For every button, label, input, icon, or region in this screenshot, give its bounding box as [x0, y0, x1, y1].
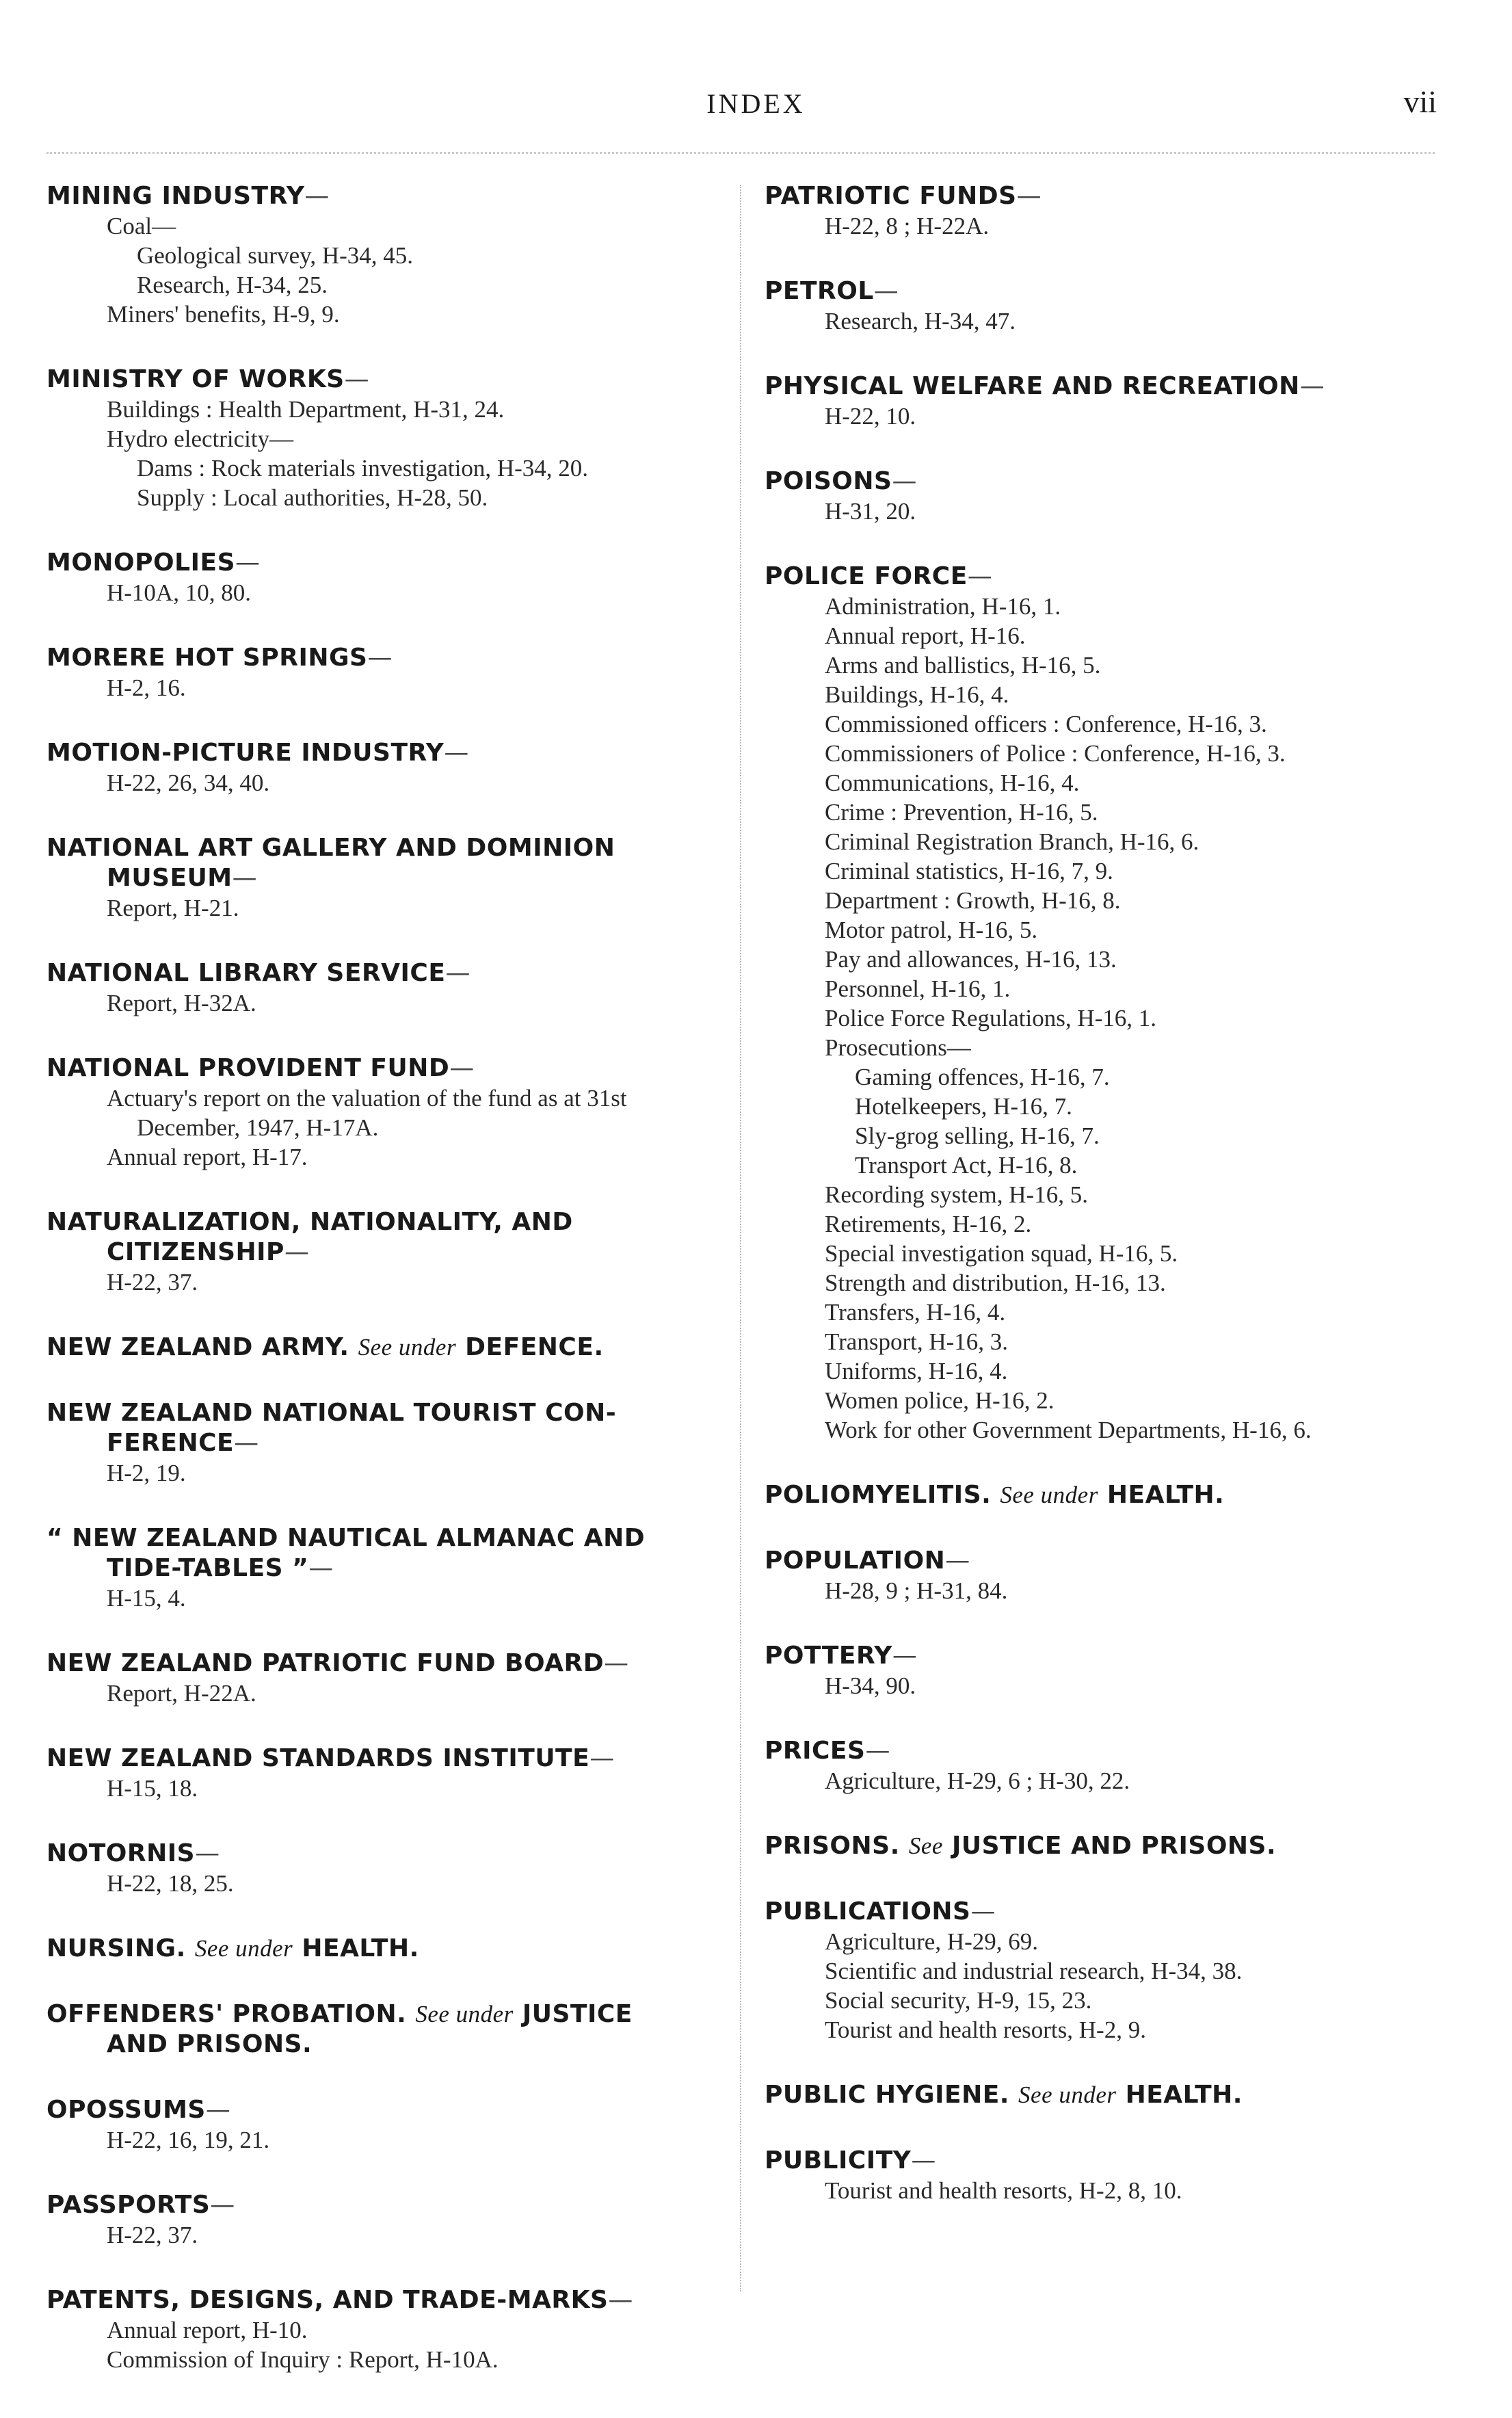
entry-heading-continuation	[47, 2029, 720, 2060]
entry-heading-text: “ NEW ZEALAND NAUTICAL ALMANAC AND	[47, 1524, 646, 1552]
entry-heading	[765, 371, 1438, 402]
index-entry	[47, 1053, 720, 1172]
subentry: Buildings : Health Department, H-31, 24.	[107, 396, 505, 423]
index-entry	[765, 1736, 1438, 1796]
subentry: Dams : Rock materials investigation, H-34, 20.	[137, 455, 589, 482]
dash-mark: —	[911, 2146, 936, 2174]
entry-heading-text: OPOSSUMS	[47, 2096, 206, 2124]
column-divider	[740, 185, 741, 2291]
entry-heading	[47, 833, 720, 893]
entry-heading-text: PUBLICITY	[765, 2146, 912, 2174]
subentry: H-2, 19.	[107, 1460, 186, 1486]
subentry: Gaming offences, H-16, 7.	[855, 1064, 1110, 1090]
subentry: Hydro electricity—	[107, 425, 294, 452]
entry-heading	[47, 548, 720, 578]
entry-heading-continuation-text: MUSEUM	[107, 864, 233, 892]
index-entry	[47, 1999, 720, 2060]
index-entry	[47, 1744, 720, 1803]
subentry: H-34, 90.	[825, 1672, 916, 1699]
entry-heading	[765, 2146, 1438, 2176]
index-column-left	[47, 181, 720, 2410]
dash-mark: —	[304, 182, 330, 210]
subentry: Communications, H-16, 4.	[825, 770, 1080, 796]
subentry: Scientific and industrial research, H-34, 38.	[825, 1958, 1243, 1984]
entry-heading-text: MINING INDUSTRY	[47, 182, 305, 210]
subentry: Annual report, H-17.	[107, 1144, 308, 1170]
entry-heading-text: PRISONS.	[765, 1832, 900, 1860]
entry-heading-text: POLICE FORCE	[765, 562, 968, 590]
dash-mark: —	[449, 1054, 475, 1082]
subentry: Agriculture, H-29, 69.	[825, 1928, 1039, 1955]
entry-heading-text: PATENTS, DESIGNS, AND TRADE-MARKS	[47, 2286, 609, 2314]
page-number: vii	[1403, 84, 1437, 119]
see-reference: See under	[1000, 1482, 1098, 1508]
subentry: H-22, 37.	[107, 2222, 198, 2248]
index-entry	[765, 562, 1438, 1445]
header-rule	[47, 152, 1435, 154]
entry-heading-text: NEW ZEALAND STANDARDS INSTITUTE	[47, 1744, 590, 1772]
entry-heading	[47, 365, 720, 395]
see-target: DEFENCE.	[465, 1333, 604, 1361]
subentry: H-22, 37.	[107, 1269, 198, 1296]
index-entry	[47, 1207, 720, 1297]
index-entry	[47, 2095, 720, 2155]
see-reference: See under	[358, 1334, 457, 1361]
index-entry	[47, 833, 720, 923]
subentry: Buildings, H-16, 4.	[825, 681, 1009, 708]
entry-heading	[47, 1934, 720, 1964]
entry-heading-text: POLIOMYELITIS.	[765, 1481, 992, 1509]
subentry: Geological survey, H-34, 45.	[137, 242, 414, 269]
subentry: H-22, 18, 25.	[107, 1870, 234, 1897]
entry-heading	[765, 1736, 1438, 1766]
subentry: Pay and allowances, H-16, 13.	[825, 946, 1117, 973]
subentry: Miners' benefits, H-9, 9.	[107, 301, 340, 328]
entry-heading	[765, 1480, 1438, 1510]
subentry: Supply : Local authorities, H-28, 50.	[137, 484, 488, 511]
subentry: Annual report, H-10.	[107, 2317, 308, 2343]
entry-heading-text: POISONS	[765, 467, 892, 495]
index-entry	[47, 1332, 720, 1363]
entry-heading-text: NOTORNIS	[47, 1839, 196, 1867]
subentry: Agriculture, H-29, 6 ; H-30, 22.	[825, 1767, 1130, 1794]
dash-mark: —	[444, 739, 469, 767]
entry-heading-text: POPULATION	[765, 1547, 946, 1575]
entry-heading-text: POTTERY	[765, 1642, 892, 1670]
subentry: Actuary's report on the valuation of the fund as at 31st December, 1947, H-17A.	[107, 1085, 627, 1141]
subentry: Coal—	[107, 213, 176, 239]
dash-mark: —	[367, 644, 393, 672]
entry-heading	[47, 643, 720, 673]
dash-mark: —	[284, 1238, 310, 1266]
subentry: H-22, 26, 34, 40.	[107, 770, 270, 796]
entry-heading-text: PHYSICAL WELFARE AND RECREATION	[765, 372, 1300, 400]
dash-mark: —	[205, 2096, 231, 2124]
entry-heading	[765, 1831, 1438, 1861]
subentry: Crime : Prevention, H-16, 5.	[825, 799, 1098, 826]
see-reference: See under	[194, 1935, 293, 1962]
dash-mark: —	[967, 562, 993, 590]
index-entry	[47, 1398, 720, 1488]
index-entry	[765, 181, 1438, 241]
entry-heading	[765, 181, 1438, 211]
subentry: Commissioners of Police : Conference, H-16, 3.	[825, 740, 1286, 767]
dash-mark: —	[589, 1744, 615, 1772]
subentry: Commissioned officers : Conference, H-16, 3.	[825, 711, 1267, 737]
subentry: Women police, H-16, 2.	[825, 1387, 1055, 1414]
subentry: Transfers, H-16, 4.	[825, 1299, 1006, 1326]
entry-heading	[47, 1398, 720, 1458]
subentry: Administration, H-16, 1.	[825, 593, 1061, 620]
entry-heading-text: PUBLIC HYGIENE.	[765, 2081, 1009, 2109]
subentry: H-10A, 10, 80.	[107, 579, 251, 606]
dash-mark: —	[232, 864, 258, 892]
entry-heading	[47, 738, 720, 768]
index-entry	[47, 2190, 720, 2250]
entry-heading-continuation-text: CITIZENSHIP	[107, 1238, 284, 1266]
entry-heading	[47, 958, 720, 988]
subentry: Arms and ballistics, H-16, 5.	[825, 652, 1101, 679]
entry-heading-text: NEW ZEALAND PATRIOTIC FUND BOARD	[47, 1649, 605, 1677]
subentry: H-28, 9 ; H-31, 84.	[825, 1577, 1008, 1604]
subentry: Prosecutions—	[825, 1034, 971, 1061]
entry-heading-continuation-text: FERENCE	[107, 1429, 235, 1457]
subentry: Retirements, H-16, 2.	[825, 1211, 1032, 1237]
subentry: H-15, 18.	[107, 1775, 198, 1802]
subentry: Recording system, H-16, 5.	[825, 1181, 1088, 1208]
subentry: Transport, H-16, 3.	[825, 1328, 1009, 1355]
entry-heading-text: MOTION-PICTURE INDUSTRY	[47, 739, 445, 767]
entry-heading-text: NEW ZEALAND ARMY.	[47, 1333, 349, 1361]
entry-heading-text: NATURALIZATION, NATIONALITY, AND	[47, 1208, 573, 1236]
entry-heading-text: PUBLICATIONS	[765, 1897, 971, 1926]
entry-heading-continuation	[47, 1553, 720, 1583]
subentry: H-22, 16, 19, 21.	[107, 2127, 270, 2153]
subentry: Annual report, H-16.	[825, 622, 1026, 649]
entry-heading	[47, 2095, 720, 2125]
entry-heading-text: PRICES	[765, 1737, 866, 1765]
subentry: Criminal Registration Branch, H-16, 6.	[825, 828, 1199, 855]
entry-heading-text: NATIONAL LIBRARY SERVICE	[47, 959, 446, 987]
dash-mark: —	[970, 1897, 996, 1926]
entry-heading	[47, 1744, 720, 1774]
index-entry	[47, 1839, 720, 1898]
subentry: Research, H-34, 47.	[825, 308, 1016, 334]
index-entry	[47, 958, 720, 1018]
index-entry	[765, 1546, 1438, 1605]
running-title: INDEX	[706, 88, 806, 119]
see-reference: See	[908, 1832, 943, 1859]
entry-heading-text: NATIONAL PROVIDENT FUND	[47, 1054, 450, 1082]
index-entry	[765, 1897, 1438, 2045]
subentry: Sly-grog selling, H-16, 7.	[855, 1122, 1100, 1149]
index-entry	[47, 1934, 720, 1964]
subentry: Police Force Regulations, H-16, 1.	[825, 1005, 1157, 1031]
see-target: JUSTICE	[522, 2000, 633, 2028]
dash-mark: —	[234, 1429, 259, 1457]
subentry: H-22, 8 ; H-22A.	[825, 213, 990, 239]
subentry: Tourist and health resorts, H-2, 9.	[825, 2016, 1146, 2043]
see-target: JUSTICE AND PRISONS.	[951, 1832, 1277, 1860]
see-reference: See under	[415, 2001, 514, 2027]
entry-heading	[47, 1999, 720, 2060]
subentry: Special investigation squad, H-16, 5.	[825, 1240, 1178, 1267]
subentry: Report, H-32A.	[107, 990, 256, 1016]
entry-heading-text: OFFENDERS' PROBATION.	[47, 2000, 407, 2028]
subentry: Work for other Government Departments, H-16, 6.	[825, 1417, 1312, 1443]
entry-heading-text: PATRIOTIC FUNDS	[765, 182, 1017, 210]
index-entry	[765, 1641, 1438, 1700]
entry-heading	[47, 2285, 720, 2315]
dash-mark: —	[195, 1839, 220, 1867]
index-entry	[765, 1480, 1438, 1510]
subentry: Transport Act, H-16, 8.	[855, 1152, 1078, 1179]
entry-heading	[765, 562, 1438, 592]
dash-mark: —	[892, 1642, 918, 1670]
dash-mark: —	[892, 467, 917, 495]
see-target: HEALTH.	[1125, 2081, 1243, 2109]
subentry: Research, H-34, 25.	[137, 272, 328, 298]
subentry: Personnel, H-16, 1.	[825, 975, 1011, 1002]
dash-mark: —	[1016, 182, 1042, 210]
subentry: Tourist and health resorts, H-2, 8, 10.	[825, 2177, 1182, 2204]
subentry: Hotelkeepers, H-16, 7.	[855, 1093, 1072, 1120]
entry-heading-text: NATIONAL ART GALLERY AND DOMINION	[47, 834, 615, 862]
index-entry	[47, 2285, 720, 2374]
dash-mark: —	[873, 277, 899, 305]
entry-heading	[765, 1641, 1438, 1671]
subentry: H-15, 4.	[107, 1585, 186, 1612]
subentry: Motor patrol, H-16, 5.	[825, 917, 1038, 943]
dash-mark: —	[235, 549, 261, 577]
see-target: HEALTH.	[1106, 1481, 1225, 1509]
dash-mark: —	[1299, 372, 1325, 400]
index-entry	[765, 466, 1438, 526]
entry-heading-continuation	[47, 863, 720, 893]
index-entry	[765, 1831, 1438, 1861]
entry-heading-continuation-text: TIDE-TABLES ”	[107, 1554, 309, 1582]
entry-heading-text: MINISTRY OF WORKS	[47, 365, 345, 393]
index-entry	[765, 2080, 1438, 2110]
index-entry	[765, 371, 1438, 431]
entry-heading-text: PASSPORTS	[47, 2191, 211, 2219]
entry-heading-text: NURSING.	[47, 1934, 186, 1962]
index-entry	[765, 276, 1438, 336]
subentry: H-2, 16.	[107, 674, 186, 701]
index-entry	[47, 548, 720, 607]
subentry: H-31, 20.	[825, 498, 916, 525]
dash-mark: —	[210, 2191, 235, 2219]
dash-mark: —	[945, 1547, 970, 1575]
subentry: Social security, H-9, 15, 23.	[825, 1987, 1092, 2014]
see-target: HEALTH.	[302, 1934, 419, 1962]
dash-mark: —	[604, 1649, 629, 1677]
subentry: Report, H-21.	[107, 895, 239, 921]
entry-heading	[47, 1839, 720, 1869]
entry-heading-text: MORERE HOT SPRINGS	[47, 644, 368, 672]
subentry: Uniforms, H-16, 4.	[825, 1358, 1008, 1384]
entry-heading	[47, 181, 720, 211]
subentry: Strength and distribution, H-16, 13.	[825, 1270, 1166, 1296]
entry-heading-continuation	[47, 1428, 720, 1458]
entry-heading	[765, 276, 1438, 306]
index-entry	[47, 643, 720, 702]
index-column-right	[765, 181, 1438, 2241]
entry-heading	[765, 1546, 1438, 1576]
entry-heading	[765, 2080, 1438, 2110]
entry-heading	[47, 1053, 720, 1083]
entry-heading-text: NEW ZEALAND NATIONAL TOURIST CON-	[47, 1399, 617, 1427]
index-entry	[47, 365, 720, 512]
entry-heading	[47, 1523, 720, 1583]
index-entry	[47, 181, 720, 329]
index-entry	[47, 738, 720, 798]
index-entry	[47, 1648, 720, 1708]
entry-heading	[47, 2190, 720, 2220]
entry-heading	[765, 466, 1438, 497]
dash-mark: —	[308, 1554, 334, 1582]
subentry: Commission of Inquiry : Report, H-10A.	[107, 2346, 499, 2373]
index-entry	[765, 2146, 1438, 2205]
dash-mark: —	[608, 2286, 633, 2314]
dash-mark: —	[344, 365, 370, 393]
dash-mark: —	[445, 959, 470, 987]
index-entry	[47, 1523, 720, 1613]
entry-heading-text: PETROL	[765, 277, 874, 305]
entry-heading-continuation	[47, 1237, 720, 1267]
entry-heading	[765, 1897, 1438, 1927]
entry-heading	[47, 1207, 720, 1267]
subentry: Department : Growth, H-16, 8.	[825, 887, 1121, 914]
entry-heading	[47, 1332, 720, 1363]
dash-mark: —	[865, 1737, 890, 1765]
subentry: Criminal statistics, H-16, 7, 9.	[825, 858, 1113, 884]
entry-heading-continuation-text: AND PRISONS.	[107, 2030, 313, 2058]
see-reference: See under	[1018, 2081, 1117, 2108]
subentry: Report, H-22A.	[107, 1680, 256, 1707]
subentry: H-22, 10.	[825, 403, 916, 430]
entry-heading-text: MONOPOLIES	[47, 549, 236, 577]
entry-heading	[47, 1648, 720, 1679]
